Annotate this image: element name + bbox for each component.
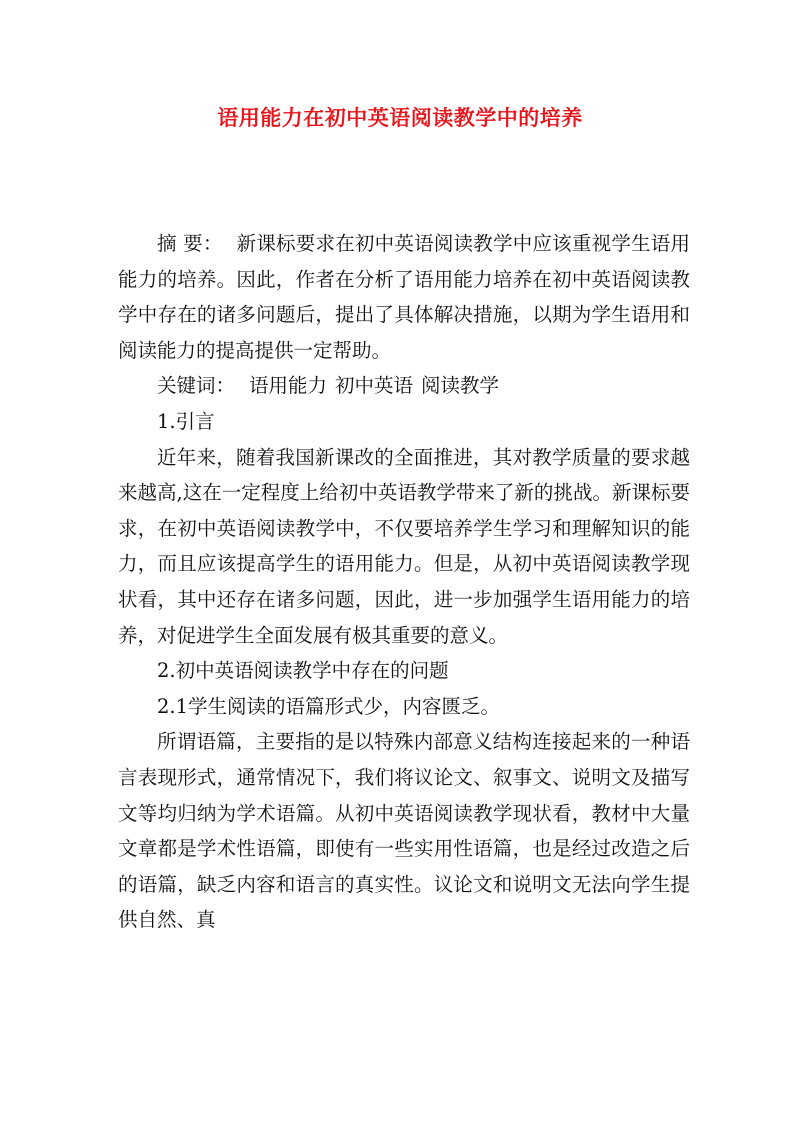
keywords-paragraph (118, 368, 690, 404)
keyword-item: 阅读教学 (421, 374, 500, 398)
subsection-2-1-paragraph: 所谓语篇，主要指的是以特殊内部意义结构连接起来的一种语言表现形式，通常情况下，我们将议论文、叙事文、说明文及描写文等均归纳为学术语篇。从初中英语阅读教学现状看，教材中大量文章都是学术性语篇，即使有一些实用性语篇，也是经过改造之后的语篇，缺乏内容和语言的真实性。议论文和说明文无法向学生提供自然、真 (118, 730, 690, 932)
abstract-text: 新课标要求在初中英语阅读教学中应该重视学生语用能力的培养。因此，作者在分析了语用能力培养在初中英语阅读教学中存在的诸多问题后，提出了具体解决措施，以期为学生语用和阅读能力的提高提供一定帮助。 (118, 232, 690, 362)
section-heading-introduction: 1.引言 (157, 409, 215, 433)
keyword-item: 语用能力 (249, 374, 328, 398)
subsection-heading-2-1: 2.1学生阅读的语篇形式少，内容匮乏。 (157, 694, 501, 718)
introduction-paragraph: 近年来，随着我国新课改的全面推进，其对教学质量的要求越来越高,这在一定程度上给初中英语教学带来了新的挑战。新课标要求，在初中英语阅读教学中，不仅要培养学生学习和理解知识的能力，而且应该提高学生的语用能力。但是，从初中英语阅读教学现状看，其中还存在诸多问题，因此，进一步加强学生语用能力的培养，对促进学生全面发展有极其重要的意义。 (118, 445, 690, 647)
abstract-label: 摘 要： (157, 232, 223, 255)
document-title: 语用能力在初中英语阅读教学中的培养 (217, 105, 583, 130)
document-body (118, 226, 690, 938)
section-heading-problems: 2.初中英语阅读教学中存在的问题 (157, 659, 449, 683)
keyword-item: 初中英语 (335, 374, 414, 398)
keywords-label: 关键词： (157, 374, 236, 398)
abstract-paragraph (118, 226, 690, 368)
